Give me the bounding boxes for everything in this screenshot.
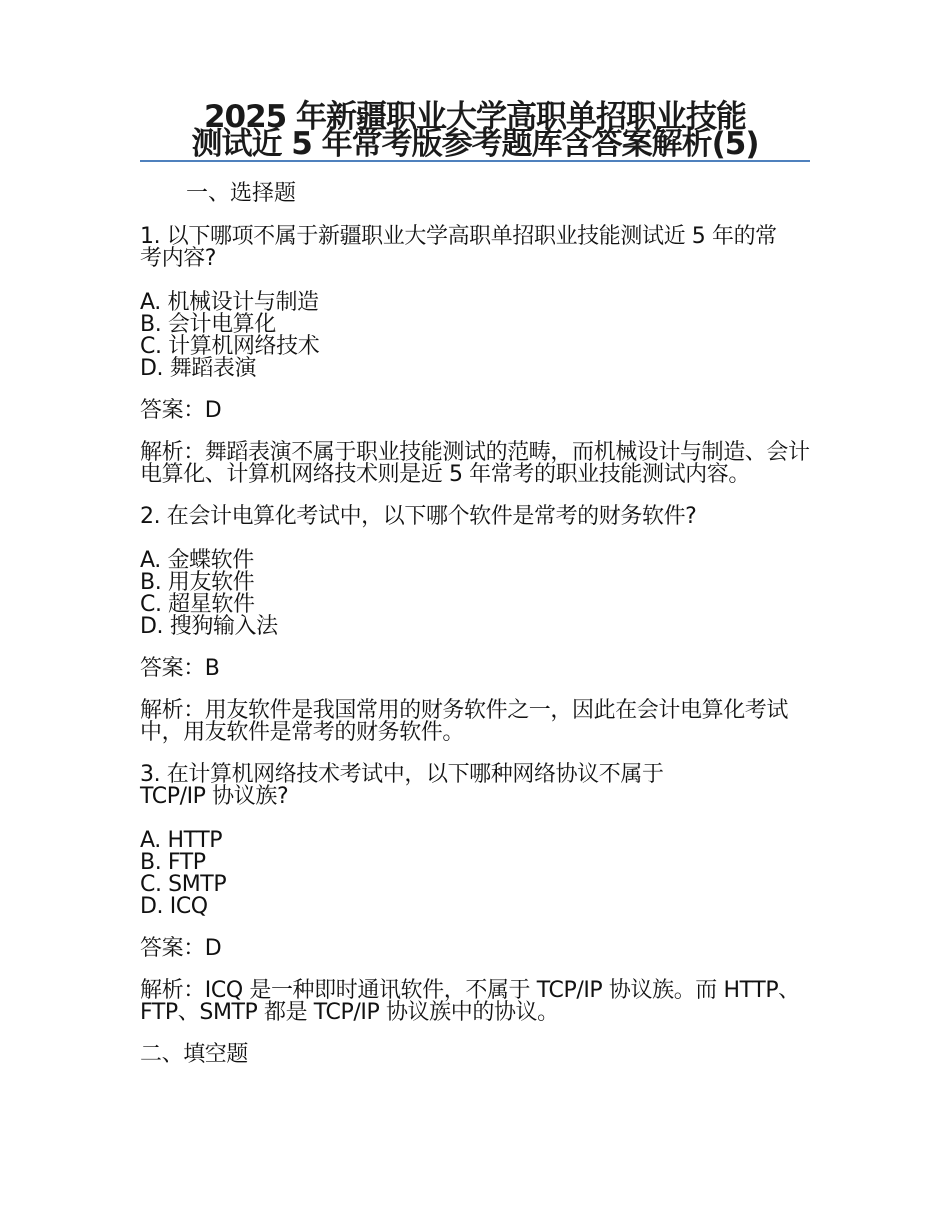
option-list bbox=[140, 550, 812, 638]
option-a: A. HTTP bbox=[140, 828, 223, 853]
question-text: 1. 以下哪项不属于新疆职业大学高职单招职业技能测试近 5 年的常考内容? bbox=[140, 224, 777, 271]
option-list bbox=[140, 830, 812, 918]
explanation-text: 解析：舞蹈表演不属于职业技能测试的范畴，而机械设计与制造、会计电算化、计算机网络技术则是近 5 年常考的职业技能测试内容。 bbox=[140, 440, 810, 487]
title-line-1: 2025 年新疆职业大学高职单招职业技能 bbox=[203, 99, 747, 135]
question-block-2 bbox=[140, 506, 812, 744]
section-heading-fill-blank: 二、填空题 bbox=[140, 1042, 249, 1067]
page-title bbox=[140, 99, 810, 162]
option-list bbox=[140, 292, 812, 380]
answer-text: 答案：D bbox=[140, 398, 222, 423]
option-b: B. 用友软件 bbox=[140, 570, 255, 595]
option-a: A. 金蝶软件 bbox=[140, 548, 254, 573]
option-b: B. FTP bbox=[140, 850, 206, 875]
option-b: B. 会计电算化 bbox=[140, 312, 276, 337]
option-c: C. SMTP bbox=[140, 872, 227, 897]
answer-text: 答案：B bbox=[140, 656, 220, 681]
question-block-3 bbox=[140, 764, 812, 1024]
option-d: D. 舞蹈表演 bbox=[140, 356, 257, 381]
section-heading-choice: 一、选择题 bbox=[186, 181, 297, 206]
question-block-1 bbox=[140, 226, 812, 486]
question-text: 2. 在会计电算化考试中，以下哪个软件是常考的财务软件? bbox=[140, 504, 697, 529]
answer-text: 答案：D bbox=[140, 936, 222, 961]
option-d: D. 搜狗输入法 bbox=[140, 614, 278, 639]
option-c: C. 超星软件 bbox=[140, 592, 255, 617]
question-list bbox=[140, 226, 812, 1066]
explanation-text: 解析：ICQ 是一种即时通讯软件，不属于 TCP/IP 协议族。而 HTTP、FTP、SMTP 都是 TCP/IP 协议族中的协议。 bbox=[140, 978, 800, 1025]
option-d: D. ICQ bbox=[140, 894, 208, 919]
title-line-2: 测试近 5 年常考版参考题库含答案解析(5) bbox=[191, 126, 759, 162]
option-a: A. 机械设计与制造 bbox=[140, 290, 319, 315]
option-c: C. 计算机网络技术 bbox=[140, 334, 320, 359]
question-text: 3. 在计算机网络技术考试中，以下哪种网络协议不属于 TCP/IP 协议族? bbox=[140, 762, 664, 809]
explanation-text: 解析：用友软件是我国常用的财务软件之一，因此在会计电算化考试中，用友软件是常考的财务软件。 bbox=[140, 698, 789, 745]
